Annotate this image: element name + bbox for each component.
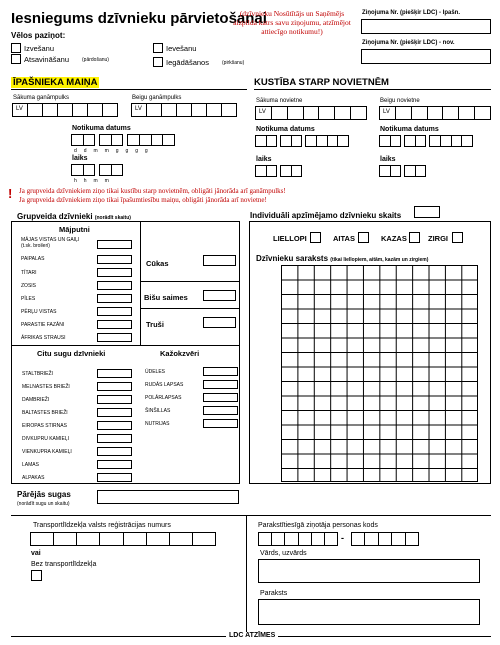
other-species-field[interactable]	[97, 490, 239, 504]
end-location-field[interactable]	[379, 106, 491, 120]
option-export: Izvešanu	[24, 44, 55, 53]
start-location-country: LV	[259, 109, 266, 115]
other-field[interactable]	[97, 473, 132, 482]
warning-exclamation-icon: !	[8, 186, 13, 201]
option-purchase: Iegādāšanos	[166, 58, 209, 67]
start-location-field[interactable]	[255, 106, 367, 120]
poultry-heading: Mājputni	[59, 225, 90, 234]
checkbox-horses[interactable]	[452, 232, 463, 243]
signer-code-part1[interactable]	[258, 532, 338, 546]
time-minutes-right-b[interactable]	[404, 165, 426, 177]
species-goats: KAZAS	[381, 234, 407, 243]
other-item: EIROPAS STIRNAS	[22, 423, 67, 429]
date-month-left[interactable]	[99, 134, 123, 146]
other-field[interactable]	[97, 447, 132, 456]
fur-heading: Kažokzvēri	[160, 349, 200, 358]
group-divider-h	[11, 345, 240, 346]
fur-field[interactable]	[203, 367, 238, 376]
event-date-label-right-a: Notikuma datums	[256, 126, 315, 133]
other-field[interactable]	[97, 369, 132, 378]
option-sale: Atsavināšanu	[24, 55, 70, 64]
transport-reg-label: Transportlīdzekļa valsts reģistrācijas numurs	[33, 522, 171, 529]
other-species-label: Pārējās sugas	[17, 490, 71, 499]
other-item: DIVKUPRU KAMIEĻI	[22, 436, 69, 442]
poultry-item: PĒRĻU VISTAS	[21, 309, 57, 315]
bees-divider	[140, 308, 240, 309]
other-field[interactable]	[97, 382, 132, 391]
other-heading: Citu sugu dzīvnieki	[37, 349, 106, 358]
time-chars-left: h h m m	[74, 178, 109, 184]
other-species-note: (norādīt sugu un skaitu)	[17, 501, 70, 507]
other-item: STALTBRIEŽI	[22, 371, 53, 377]
poultry-item: MĀJAS VISTAS UN GAIĻI (t.sk. broileri)	[21, 237, 80, 249]
page-title: Iesniegums dzīvnieku pārvietošanai	[11, 10, 267, 27]
rabbits-label: Truši	[146, 320, 164, 329]
fur-item: ŪDELES	[145, 369, 166, 375]
signer-dash: -	[341, 533, 344, 543]
signer-sign-field[interactable]	[258, 599, 480, 625]
time-minutes-left[interactable]	[99, 164, 123, 176]
start-location-label: Sākuma novietne	[256, 98, 303, 104]
footer-label: LDC ATZĪMES	[226, 632, 278, 639]
date-day-right-b[interactable]	[379, 135, 401, 147]
section-movement: KUSTĪBA STARP NOVIETNĒM	[254, 77, 389, 88]
species-horses: ZIRGI	[428, 234, 448, 243]
other-item: ALPAKAS	[22, 475, 45, 481]
poultry-item: ZOSIS	[21, 283, 37, 289]
poultry-field[interactable]	[97, 294, 132, 303]
date-chars-left: d d m m g g g g	[74, 148, 148, 154]
time-hours-right-a[interactable]	[255, 165, 277, 177]
rabbits-field[interactable]	[203, 317, 236, 328]
poultry-field[interactable]	[97, 307, 132, 316]
time-label-left: laiks	[72, 155, 88, 162]
date-month-right-a[interactable]	[280, 135, 302, 147]
signer-sign-label: Paraksts	[260, 590, 288, 597]
date-year-right-b[interactable]	[429, 135, 473, 147]
warning-2: Ja grupveida dzīvniekiem ziņo tikai īpašumtiesību maiņu, obligāti jānorāda arī novietne!	[19, 196, 267, 204]
checkbox-no-transport[interactable]	[31, 570, 42, 581]
fur-field[interactable]	[203, 419, 238, 428]
checkbox-purchase[interactable]	[153, 57, 163, 67]
end-herd-label: Beigu ganāmpulks	[132, 95, 182, 101]
transport-none-label: Bez transportlīdzekļa	[31, 561, 97, 568]
poultry-field[interactable]	[97, 281, 132, 290]
time-hours-right-b[interactable]	[379, 165, 401, 177]
pigs-divider	[140, 281, 240, 282]
individual-count-field[interactable]	[414, 206, 440, 218]
poultry-field[interactable]	[97, 268, 132, 277]
event-date-label-left: Notikuma datums	[72, 125, 131, 132]
report-nr-in-field[interactable]	[361, 19, 491, 34]
owner-note: (dzīvnieku Nosūtītājs un Saņēmējs aizpilda katrs savu ziņojumu, atzīmējot attiecīgo notikumu!)	[233, 9, 351, 36]
transport-reg-field[interactable]	[30, 532, 216, 546]
start-herd-label: Sākuma ganāmpulks	[13, 95, 70, 101]
fur-item: POLĀRLAPSAS	[145, 395, 182, 401]
date-year-left[interactable]	[127, 134, 175, 146]
date-year-right-a[interactable]	[305, 135, 349, 147]
bees-field[interactable]	[203, 290, 236, 301]
poultry-field[interactable]	[97, 333, 132, 342]
other-item: LAMAS	[22, 462, 39, 468]
section-owner-line	[11, 89, 247, 90]
other-item: DAMBRIEŽI	[22, 397, 50, 403]
purpose-heading: Vēlos paziņot:	[11, 31, 66, 40]
signer-code-label: Parakstītiesīgā ziņotāja personas kods	[258, 522, 378, 529]
start-herd-field[interactable]	[12, 103, 118, 117]
poultry-field[interactable]	[97, 320, 132, 329]
poultry-item: PĪLES	[21, 296, 36, 302]
poultry-item: PAIPALAS	[21, 256, 45, 262]
end-herd-field[interactable]	[131, 103, 237, 117]
fur-item: NUTRIJAS	[145, 421, 170, 427]
poultry-field[interactable]	[97, 255, 132, 264]
other-field[interactable]	[97, 408, 132, 417]
end-location-label: Beigu novietne	[380, 98, 420, 104]
checkbox-import[interactable]	[153, 43, 163, 53]
bottom-divider-v	[246, 515, 247, 632]
other-field[interactable]	[97, 434, 132, 443]
bottom-divider	[11, 515, 491, 516]
fur-field[interactable]	[203, 406, 238, 415]
checkbox-sale[interactable]	[11, 54, 21, 64]
poultry-field[interactable]	[97, 240, 132, 249]
pigs-field[interactable]	[203, 255, 236, 266]
section-owner-change: ĪPAŠNIEKA MAIŅA	[13, 77, 98, 88]
individual-heading: Individuāli apzīmējamo dzīvnieku skaits	[250, 211, 402, 220]
time-minutes-right-a[interactable]	[280, 165, 302, 177]
fur-field[interactable]	[203, 380, 238, 389]
start-herd-country: LV	[16, 106, 23, 112]
other-field[interactable]	[97, 421, 132, 430]
signer-name-label: Vārds, uzvārds	[260, 550, 307, 557]
animal-list-heading: Dzīvnieku saraksts (tikai liellopiem, aitām, kazām un zirgiem)	[256, 254, 429, 263]
date-day-right-a[interactable]	[255, 135, 277, 147]
date-day-left[interactable]	[71, 134, 95, 146]
time-label-right-b: laiks	[380, 156, 396, 163]
purchase-note: (pirkšanu)	[222, 60, 245, 66]
other-item: VIENKUPRA KAMIEĻI	[22, 449, 72, 455]
signer-name-field[interactable]	[258, 559, 480, 583]
bees-label: Bišu saimes	[144, 293, 188, 302]
signer-code-part2[interactable]	[351, 532, 419, 546]
time-hours-left[interactable]	[71, 164, 95, 176]
option-import: Ievešanu	[166, 44, 197, 53]
poultry-item: ĀFRIKAS STRAUSI	[21, 335, 66, 341]
other-field[interactable]	[97, 395, 132, 404]
fur-item: ŠINŠILLAS	[145, 408, 171, 414]
poultry-item: PARASTIE FAZĀNI	[21, 322, 65, 328]
event-date-label-right-b: Notikuma datums	[380, 126, 439, 133]
section-movement-line	[254, 89, 491, 90]
time-label-right-a: laiks	[256, 156, 272, 163]
fur-item: RUDĀS LAPSAS	[145, 382, 184, 388]
fur-field[interactable]	[203, 393, 238, 402]
animal-list-grid[interactable]	[281, 265, 478, 482]
end-location-country: LV	[383, 109, 390, 115]
other-item: BALTASTES BRIEŽI	[22, 410, 68, 416]
group-divider-v	[140, 221, 141, 345]
species-cattle: LIELLOPI	[273, 234, 307, 243]
transport-or: vai	[31, 550, 41, 557]
other-field[interactable]	[97, 460, 132, 469]
pigs-label: Cūkas	[146, 259, 169, 268]
other-item: MELNASTES BRIEŽI	[22, 384, 70, 390]
poultry-item: TĪTARI	[21, 270, 37, 276]
date-month-right-b[interactable]	[404, 135, 426, 147]
end-herd-country: LV	[135, 106, 142, 112]
report-nr-out-field[interactable]	[361, 49, 491, 64]
checkbox-export[interactable]	[11, 43, 21, 53]
report-nr-in-label: Ziņojuma Nr. (piešķir LDC) - Ipašn.	[362, 10, 461, 16]
checkbox-goats[interactable]	[409, 232, 420, 243]
warning-1: Ja grupveida dzīvniekiem ziņo tikai kustību starp novietnēm, obligāti jānorāda arī ganāmpulks!	[19, 187, 286, 195]
report-nr-out-label: Ziņojuma Nr. (piešķir LDC) - nov.	[362, 40, 455, 46]
sale-note: (pārdošanu)	[82, 57, 109, 63]
group-heading: Grupveida dzīvnieki (norādīt skaitu)	[17, 212, 131, 221]
species-sheep: AITAS	[333, 234, 355, 243]
checkbox-sheep[interactable]	[358, 232, 369, 243]
checkbox-cattle[interactable]	[310, 232, 321, 243]
